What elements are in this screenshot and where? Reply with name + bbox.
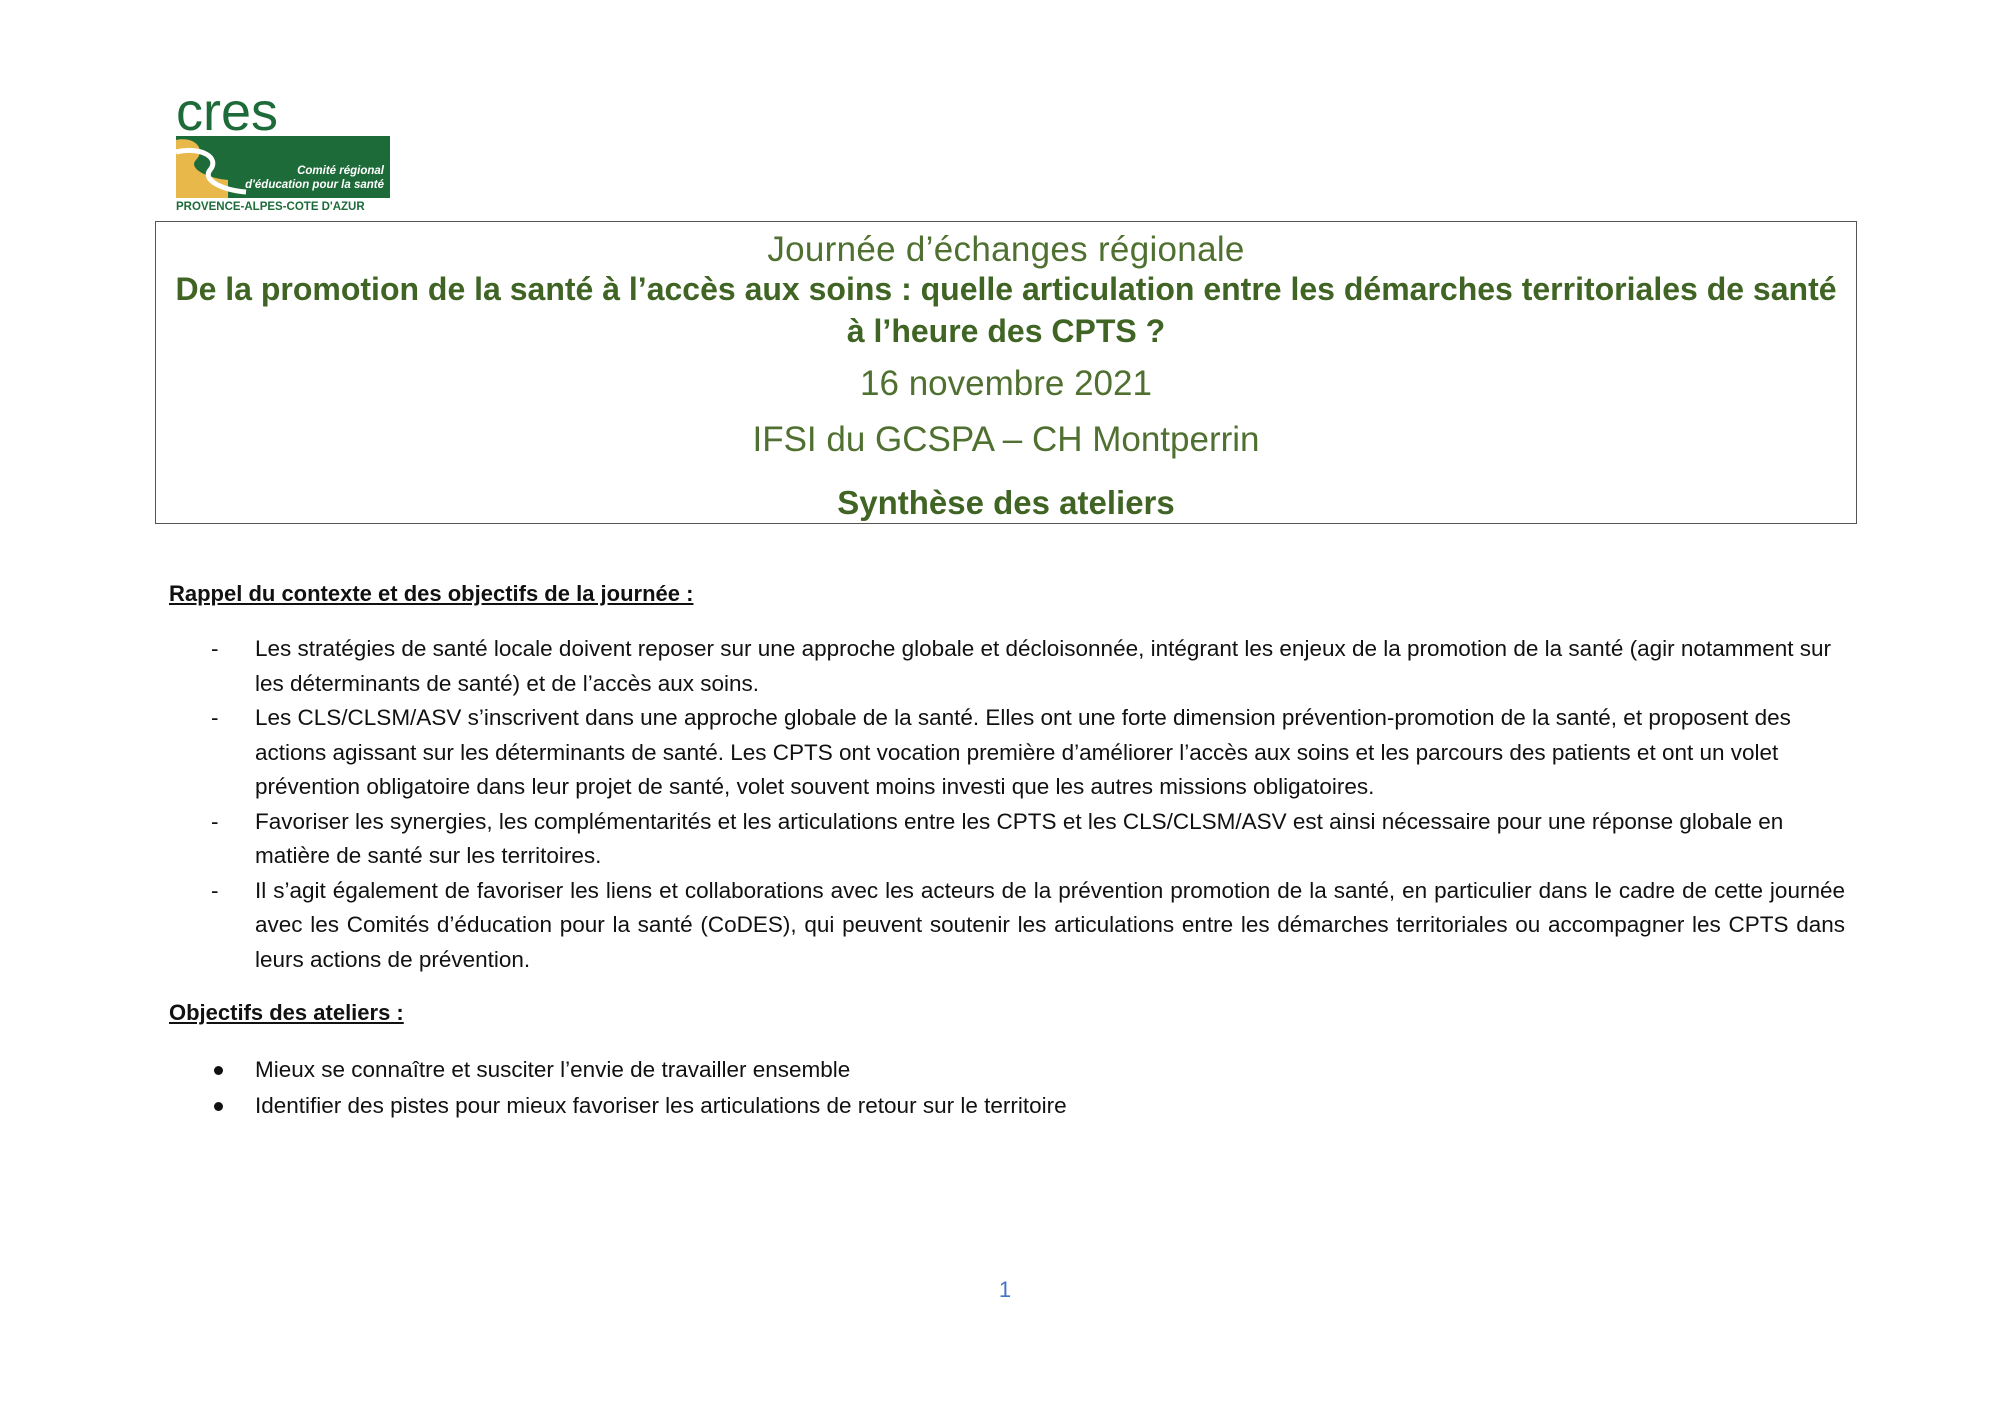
dash-marker: - [211,705,219,730]
cres-logo-graphic [176,88,390,212]
list-item [169,1052,1845,1088]
list-item-text: Mieux se connaître et susciter l’envie de travailler ensemble [255,1057,851,1082]
bullet-icon [214,1102,223,1111]
list-item [169,632,1845,701]
dash-marker: - [211,636,219,661]
logo-tagline-1: Comité régional [297,165,384,177]
goals-list [169,1052,1845,1124]
list-item [169,701,1845,805]
logo-tagline-2: d'éducation pour la santé [245,179,384,191]
cres-logo [176,88,390,212]
logo-region: PROVENCE-ALPES-COTE D'AZUR [176,201,365,212]
event-date: 16 novembre 2021 [860,364,1152,403]
logo-wordmark: cres [176,88,279,142]
context-heading: Rappel du contexte et des objectifs de la journée : [169,581,694,606]
synthesis-title: Synthèse des ateliers [837,484,1175,521]
event-place: IFSI du GCSPA – CH Montperrin [752,420,1260,459]
list-item [169,874,1845,978]
goals-heading: Objectifs des ateliers : [169,1000,404,1025]
event-name: Journée d’échanges régionale [767,230,1245,269]
dash-marker: - [211,877,219,903]
list-item-text: Il s’agit également de favoriser les liens et collaborations avec les acteurs de la prévention promotion de la santé, en particulier dans le cadre de cette journée avec les Comités d’éducation pour la santé (CoDES), qui peuvent soutenir les articulations entre les démarches territoriales ou accompagner les CPTS dans leurs actions de prévention. [255,877,1845,972]
bullet-icon [214,1066,223,1075]
list-item-text: Les CLS/CLSM/ASV s’inscrivent dans une approche globale de la santé. Elles ont une forte dimension prévention-promotion de la santé, et proposent des actions agissant sur les déterminants de santé. Les CPTS ont vocation première d’améliorer l’accès aux soins et les parcours des patients et ont un volet prévention obligatoire dans leur projet de santé, volet souvent moins investi que les autres missions obligatoires. [255,705,1791,799]
list-item-text: Identifier des pistes pour mieux favoriser les articulations de retour sur le territoire [255,1093,1067,1118]
list-item [169,1088,1845,1124]
list-item [169,805,1845,874]
main-title: De la promotion de la santé à l’accès aux soins : quelle articulation entre les démarches territoriales de santé à l’heure des CPTS ? [175,271,1837,349]
title-box [155,221,1857,524]
dash-marker: - [211,808,219,834]
list-item-text: Favoriser les synergies, les complémentarités et les articulations entre les CPTS et les CLS/CLSM/ASV est ainsi nécessaire pour une réponse globale en matière de santé sur les territoires. [255,808,1784,868]
context-list [169,632,1845,977]
page-number: 1 [998,1277,1012,1302]
list-item-text: Les stratégies de santé locale doivent reposer sur une approche globale et décloisonnée, intégrant les enjeux de la promotion de la santé (agir notamment sur les déterminants de santé) et de l’accès aux soins. [255,636,1831,696]
